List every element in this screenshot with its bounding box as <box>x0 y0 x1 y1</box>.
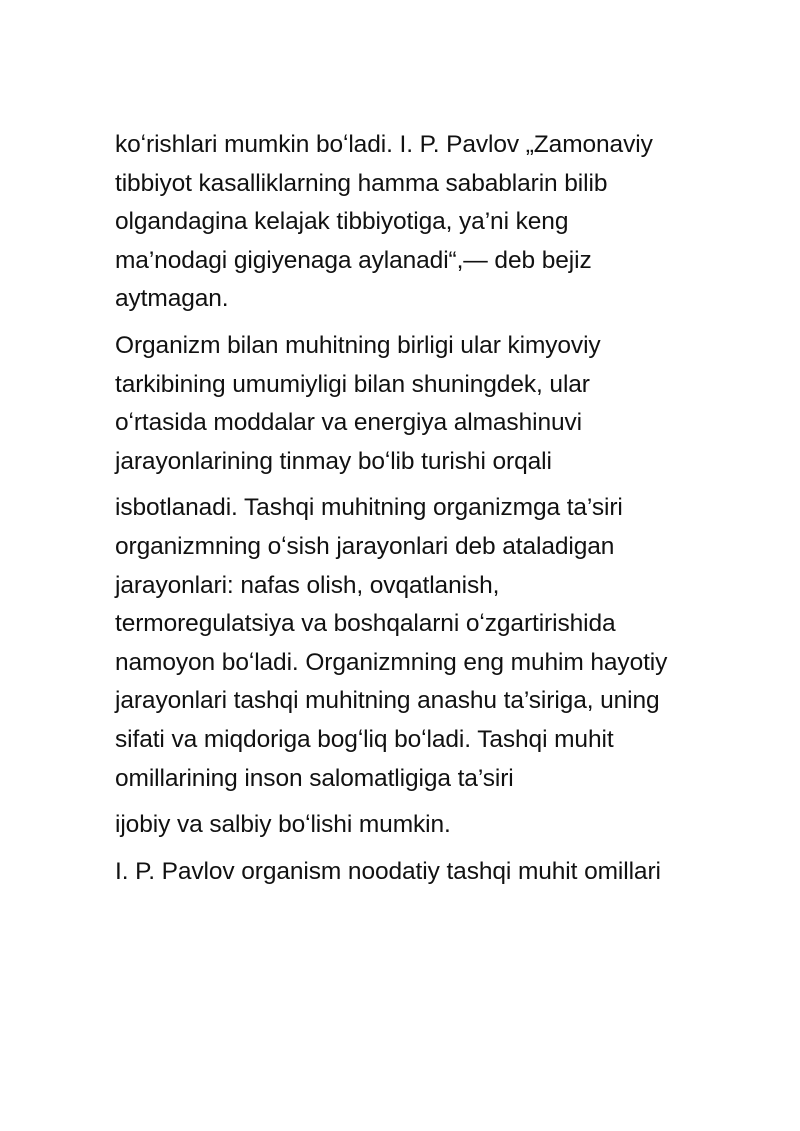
text-line: oʻrtasida moddalar va energiya almashinuvi <box>115 409 582 437</box>
text-line: tibbiyot kasalliklarning hamma sabablarin bilib <box>115 169 608 197</box>
document-text <box>115 126 755 899</box>
text-line: tarkibining umumiyligi bilan shuningdek, ular <box>115 370 590 398</box>
text-line: namoyon boʻladi. Organizmning eng muhim hayotiy <box>115 648 668 676</box>
text-line: aytmagan. <box>115 285 229 313</box>
paragraph-2 <box>115 327 755 481</box>
text-line: ma’nodagi gigiyenaga aylanadi“,— deb bejiz <box>115 246 592 274</box>
text-line: omillarining inson salomatligiga ta’siri <box>115 764 514 792</box>
paragraph-1 <box>115 126 755 319</box>
text-line: organizmning oʻsish jarayonlari deb ataladigan <box>115 532 615 560</box>
text-line: koʻrishlari mumkin boʻladi. I. P. Pavlov „Zamonaviy <box>115 131 653 158</box>
text-line: isbotlanadi. Tashqi muhitning organizmga ta’siri <box>115 494 623 522</box>
paragraph-4 <box>115 806 755 845</box>
text-line: sifati va miqdoriga bogʻliq boʻladi. Tashqi muhit <box>115 725 614 753</box>
text-line: jarayonlarining tinmay boʻlib turishi orqali <box>115 447 552 475</box>
text-line: olgandagina kelajak tibbiyotiga, ya’ni keng <box>115 208 569 236</box>
text-line: Organizm bilan muhitning birligi ular kimyoviy <box>115 331 601 359</box>
text-line: termoregulatsiya va boshqalarni oʻzgartirishida <box>115 610 616 638</box>
text-line: I. P. Pavlov organism noodatiy tashqi muhit omillari <box>115 857 661 885</box>
text-line: ijobiy va salbiy boʻlishi mumkin. <box>115 811 451 839</box>
paragraph-5 <box>115 853 755 892</box>
text-line: jarayonlari: nafas olish, ovqatlanish, <box>115 571 500 599</box>
text-line: jarayonlari tashqi muhitning anashu ta’siriga, uning <box>115 687 660 715</box>
paragraph-3 <box>115 489 755 798</box>
